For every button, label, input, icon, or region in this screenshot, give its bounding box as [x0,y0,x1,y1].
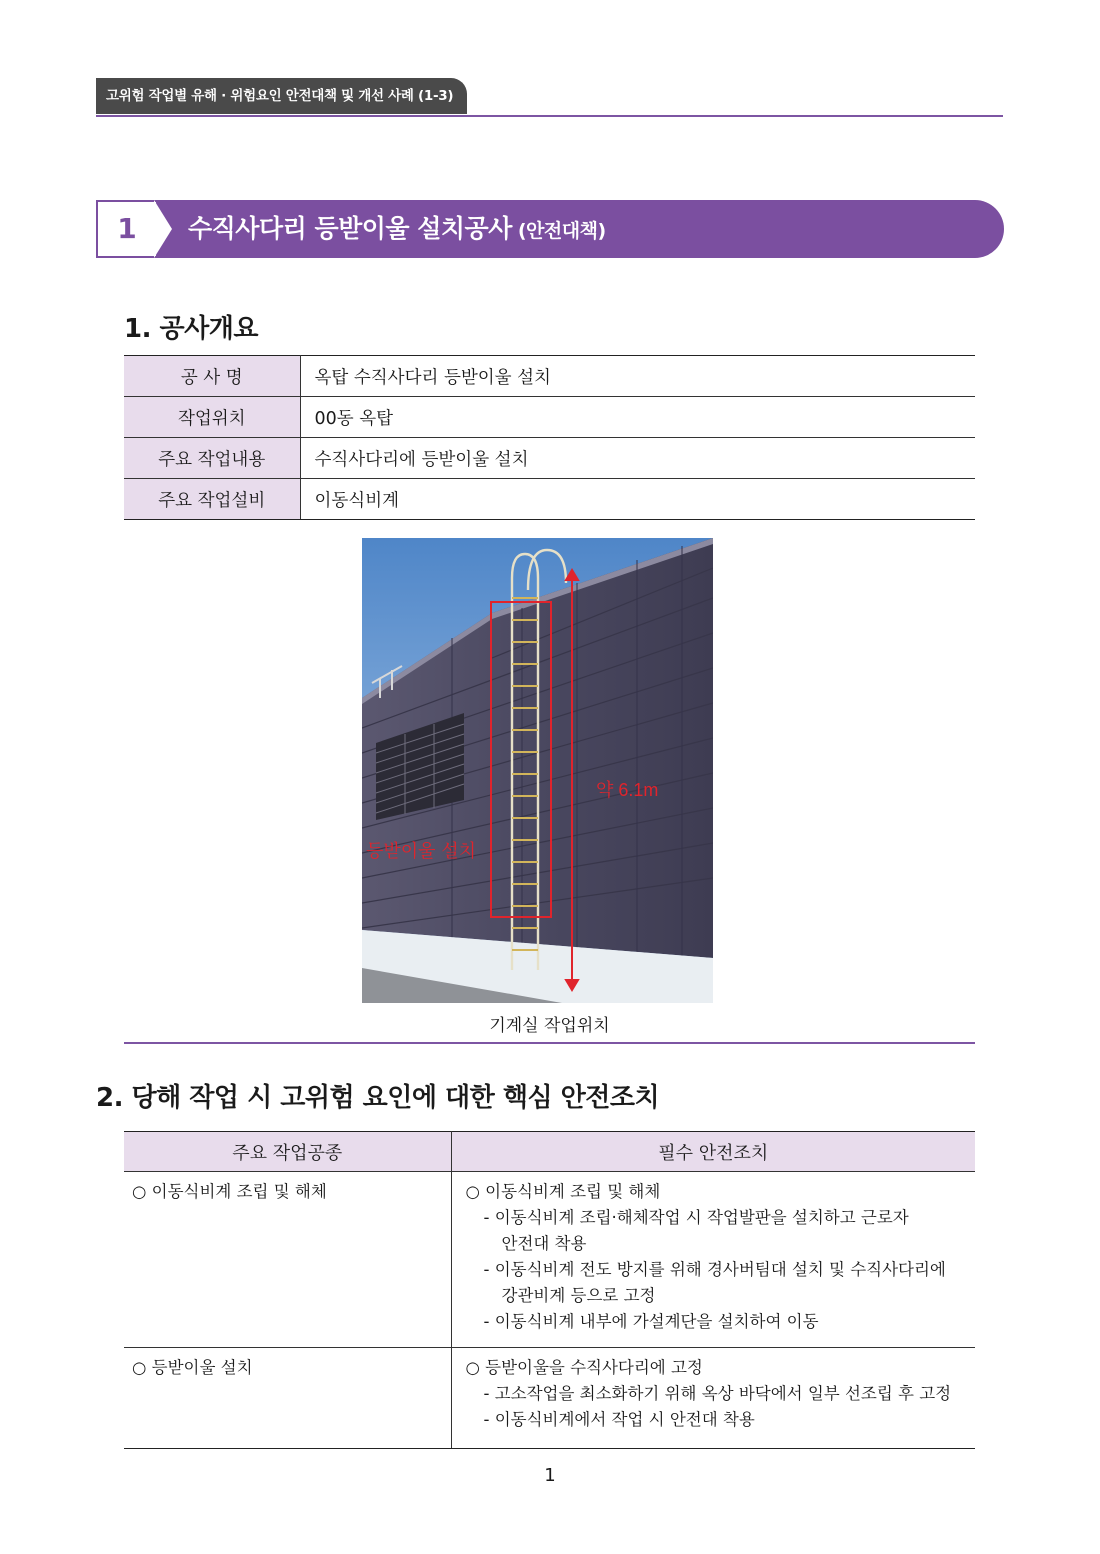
measure-item: - 고소작업을 최소화하기 위해 옥상 바닥에서 일부 선조립 후 고정 [483,1384,952,1403]
work-item: ○ 등받이울 설치 [132,1358,253,1377]
running-header [96,78,1003,118]
caption-rule [124,1042,975,1044]
measure-cell [451,1348,975,1449]
table-row [124,438,975,479]
safety-table [124,1131,975,1449]
overview-key: 공 사 명 [124,356,300,397]
section-number: 1 [96,200,156,258]
overview-heading: 1. 공사개요 [124,314,258,344]
section-title-text: 수직사다리 등받이울 설치공사 [188,214,512,243]
page-number: 1 [544,1465,556,1486]
table-row [124,397,975,438]
measure-item-cont: 강관비계 등으로 고정 [501,1286,656,1305]
cage-annotation-label: 등받이울 설치 [366,841,477,862]
measure-item: - 이동식비계에서 작업 시 안전대 착용 [483,1410,755,1429]
measure-item: - 이동식비계 전도 방지를 위해 경사버팀대 설치 및 수직사다리에 [483,1260,946,1279]
measure-head: ○ 등받이울을 수직사다리에 고정 [465,1358,703,1377]
running-header-rule [96,115,1003,117]
section-subtitle: (안전대책) [517,220,606,242]
overview-key: 작업위치 [124,397,300,438]
table-header-row [124,1132,975,1172]
section-title [188,200,606,258]
overview-value: 00동 옥탑 [300,397,975,438]
overview-key: 주요 작업내용 [124,438,300,479]
table-row [124,479,975,520]
measure-item: - 이동식비계 내부에 가설계단을 설치하여 이동 [483,1312,819,1331]
column-header-measure: 필수 안전조치 [451,1132,975,1172]
measure-item-cont: 안전대 착용 [501,1234,587,1253]
measure-item: - 이동식비계 조립·해체작업 시 작업발판을 설치하고 근로자 [483,1208,909,1227]
measure-head: ○ 이동식비계 조립 및 해체 [465,1182,661,1201]
table-row [124,356,975,397]
section-banner [96,200,1004,258]
running-header-title: 고위험 작업별 유해 · 위험요인 안전대책 및 개선 사례 (1-3) [96,78,467,114]
column-header-work: 주요 작업공종 [124,1132,451,1172]
overview-key: 주요 작업설비 [124,479,300,520]
work-location-photo [362,538,713,1003]
safety-heading: 2. 당해 작업 시 고위험 요인에 대한 핵심 안전조치 [96,1083,660,1113]
overview-value: 수직사다리에 등받이울 설치 [300,438,975,479]
photo-caption: 기계실 작업위치 [489,1016,610,1036]
table-row [124,1172,975,1348]
table-row [124,1348,975,1449]
overview-value: 옥탑 수직사다리 등받이울 설치 [300,356,975,397]
height-annotation: 약 6.1m [596,780,659,800]
work-cell [124,1172,451,1348]
section-chevron [154,200,172,258]
work-item: ○ 이동식비계 조립 및 해체 [132,1182,327,1201]
ladder-photo-illustration [362,538,713,1003]
overview-value: 이동식비계 [300,479,975,520]
overview-table [124,355,975,520]
measure-cell [451,1172,975,1348]
work-cell [124,1348,451,1449]
